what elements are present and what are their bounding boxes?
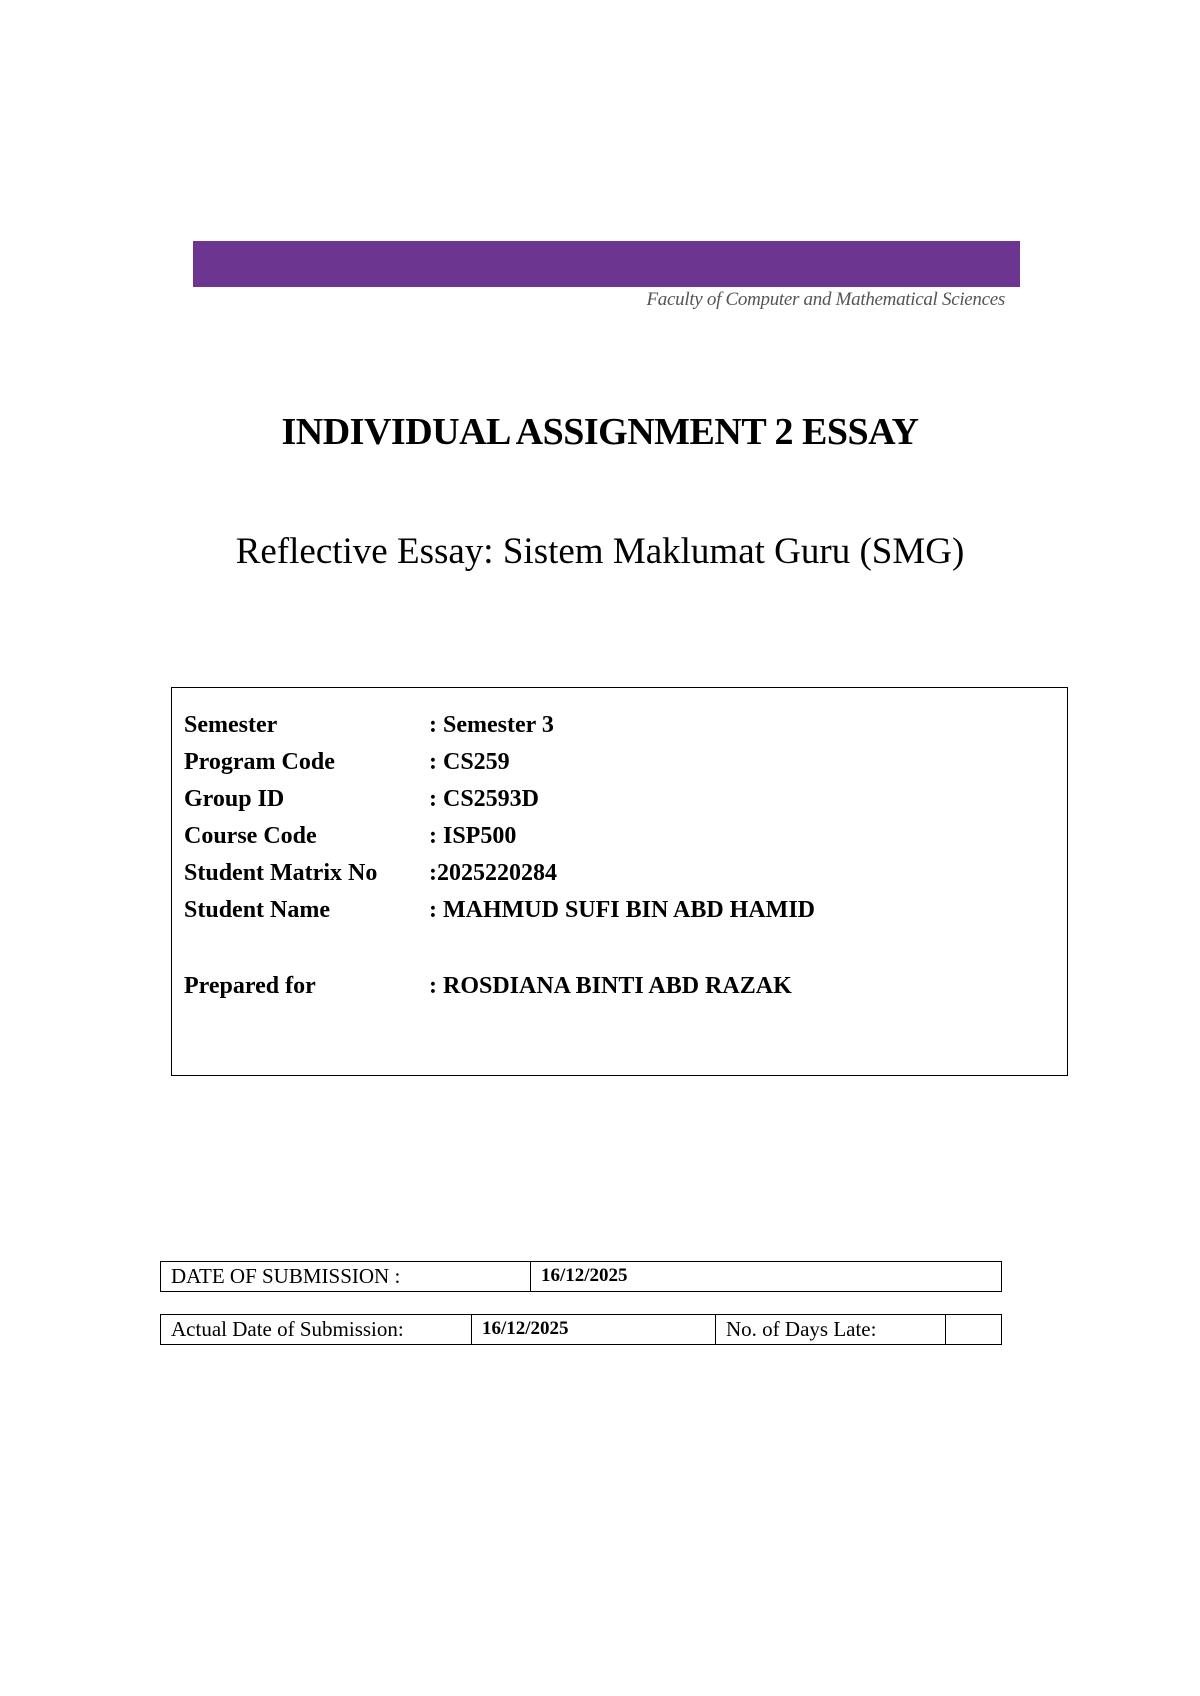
info-row-program-code — [184, 749, 510, 776]
actual-submission-label: Actual Date of Submission: — [161, 1315, 472, 1344]
info-label: Program Code — [184, 749, 335, 775]
info-box — [171, 687, 1068, 1076]
info-label: Semester — [184, 712, 278, 738]
actual-submission-table — [160, 1314, 1002, 1345]
info-row-student-matrix — [184, 860, 557, 887]
info-label: Prepared for — [184, 973, 316, 999]
info-row-prepared-for — [184, 973, 792, 1000]
page-title: INDIVIDUAL ASSIGNMENT 2 ESSAY — [281, 411, 919, 453]
info-row-group-id — [184, 786, 539, 813]
days-late-label: No. of Days Late: — [716, 1315, 946, 1344]
info-label: Student Name — [184, 897, 331, 923]
days-late-value — [946, 1315, 1001, 1344]
info-row-course-code — [184, 823, 516, 850]
actual-submission-value: 16/12/2025 — [472, 1315, 716, 1344]
header-bar — [193, 241, 1020, 287]
info-value: : ISP500 — [429, 823, 517, 849]
info-value: : Semester 3 — [429, 712, 554, 738]
submission-date-value: 16/12/2025 — [541, 1265, 628, 1286]
faculty-name: Faculty of Computer and Mathematical Sciences — [646, 289, 1005, 310]
info-row-semester — [184, 712, 554, 739]
info-value: : MAHMUD SUFI BIN ABD HAMID — [429, 897, 815, 923]
info-row-student-name — [184, 897, 815, 924]
info-label: Student Matrix No — [184, 860, 378, 886]
submission-date-label: DATE OF SUBMISSION : — [161, 1262, 531, 1291]
info-value: : CS259 — [429, 749, 510, 775]
info-value: : CS2593D — [429, 786, 540, 812]
info-value: :2025220284 — [429, 860, 557, 886]
submission-date-table — [160, 1261, 1002, 1292]
page-subtitle: Reflective Essay: Sistem Maklumat Guru (SMG) — [235, 531, 965, 572]
info-label: Course Code — [184, 823, 317, 849]
info-label: Group ID — [184, 786, 285, 812]
info-value: : ROSDIANA BINTI ABD RAZAK — [429, 973, 792, 999]
